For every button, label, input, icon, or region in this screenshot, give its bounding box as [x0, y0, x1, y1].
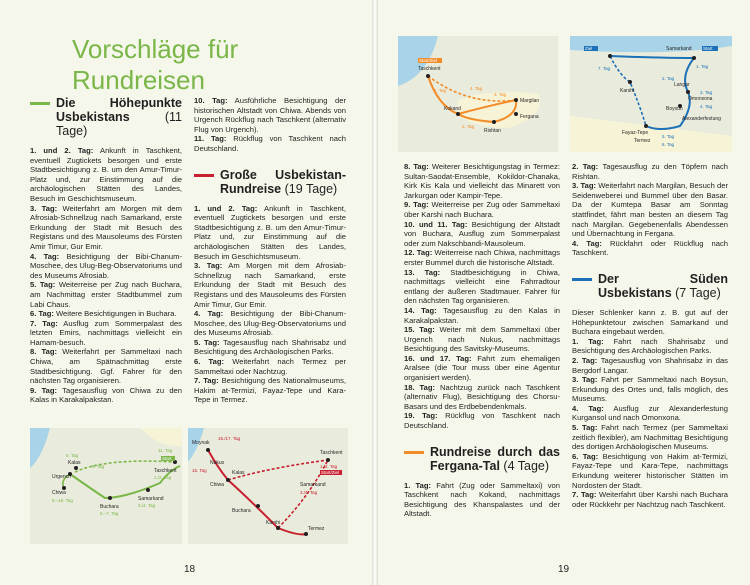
- itinerary-list: [194, 96, 346, 154]
- day-label: 14. Tag:: [404, 305, 437, 315]
- itinerary-item: [30, 252, 182, 281]
- section-title: Große Usbekistan-Rundreise: [220, 167, 346, 196]
- itinerary-item: [572, 239, 728, 258]
- itinerary-item: [404, 248, 560, 267]
- day-label: 2. Tag:: [572, 162, 599, 171]
- day-label: 3. Tag:: [30, 203, 58, 213]
- day-description: Fahrt nach Shahrisabz und Besichtigung des Archäologischen Parks.: [572, 336, 728, 356]
- day-description: Fahrt zum ehemaligen Aralsee (die Tour muss über eine Agentur organisiert werden).: [404, 353, 560, 383]
- day-description: Ausflug zum Sommerpalast des letzten Emirs, nachmittags vielleicht ein Hamam-besuch.: [30, 318, 182, 347]
- day-label: 1. Tag:: [572, 336, 604, 346]
- map-place: Alexanderfestung: [682, 116, 721, 122]
- day-description: Weiterfahrt nach Termez per Sammeltaxi oder Nachtzug.: [194, 357, 346, 376]
- itinerary-item: [572, 181, 728, 239]
- map-tag: 6. Tag: [662, 142, 675, 147]
- itinerary-item: [404, 200, 560, 219]
- day-description: Weiterreise nach Chiwa, nachmittags erster Bummel durch die historische Altstadt.: [404, 248, 560, 267]
- map-place: Karshi: [620, 88, 635, 94]
- left-column: [30, 96, 182, 405]
- map-place: Fergana: [520, 114, 539, 120]
- map-place: Urgench: [52, 474, 71, 480]
- section-title: Der Süden Usbekistans: [598, 271, 728, 300]
- day-description: Tagesausflug von Chiwa zu den Kalas in Karakalpakstan.: [30, 385, 182, 405]
- map-place: Taschkent: [320, 450, 343, 456]
- itinerary-item: [404, 481, 560, 519]
- map-place: Taschkent: [154, 468, 177, 474]
- day-label: 3. Tag:: [194, 261, 223, 271]
- map-tag: Start/Ziel: [321, 470, 340, 475]
- section-days: (11 Tage): [56, 110, 182, 138]
- day-label: 9. Tag:: [404, 200, 429, 210]
- map-tag: 3./4. Tag: [138, 503, 156, 508]
- day-label: 10. Tag:: [194, 96, 228, 105]
- section-heading-sueden: [572, 272, 728, 300]
- map-hoehepunkte: [30, 428, 182, 544]
- day-label: 7. Tag:: [194, 376, 219, 386]
- map-place: Margilan: [520, 98, 540, 104]
- map-place: Rishtan: [484, 128, 501, 134]
- day-description: Weiterfahrt über Karshi nach Buchara oder Rückkehr per Nachtzug nach Taschkent.: [572, 490, 728, 509]
- day-description: Weitere Besichtigungen in Buchara.: [53, 309, 177, 319]
- heading-marker: [194, 174, 214, 177]
- itinerary-item: [30, 386, 182, 405]
- itinerary-item: [572, 162, 728, 181]
- day-description: Rückflug von Taschkent nach Deutschland.: [194, 134, 346, 153]
- day-label: 13. Tag:: [404, 267, 441, 277]
- map-tag: 5. Tag: [662, 134, 675, 139]
- day-label: 18. Tag:: [404, 382, 436, 392]
- map-tag: 8. Tag: [66, 453, 79, 458]
- day-description: Weiterfahrt nach Margilan, Besuch der Seidenweberei und Bummel über den Basar. Da der Kumtepa Basar am Sonntag stattfindet, fährt man besten an diesem Tag nach Margilan. Gegebenenfalls Abendessen und Übernachtung in Fergana.: [572, 181, 728, 239]
- day-description: Weiterreise per Zug oder Sammeltaxi über Karshi nach Buchara.: [404, 200, 560, 219]
- day-label: 3. Tag:: [572, 375, 598, 385]
- map-tag: 5.–7. Tag: [100, 511, 119, 516]
- section-title: Rundreise durch das Fergana-Tal: [430, 444, 560, 473]
- day-label: 10. und 11. Tag:: [404, 219, 468, 229]
- map-place: Fayaz-Tepe: [622, 130, 649, 136]
- heading-marker: [30, 102, 50, 105]
- day-label: 4. Tag:: [30, 251, 60, 261]
- day-label: 8. Tag:: [404, 162, 429, 171]
- day-label: 3. Tag:: [572, 181, 596, 191]
- day-label: 6. Tag:: [194, 357, 224, 367]
- day-description: Fahrt nach Termez (per Sammeltaxi zeitlich flexibler), am Nachmittag Besichtigung des dortigen Archäologischen Museums.: [572, 423, 728, 452]
- section-days: (7 Tage): [675, 285, 721, 300]
- itinerary-item: [30, 204, 182, 252]
- map-place: Langar: [674, 82, 690, 88]
- itinerary-item: [572, 423, 728, 452]
- day-description: Besichtigung der Altstadt von Buchara, Ausflug zum Sommerpalast oder zum Nakschbandi-Mausoleum.: [404, 219, 560, 248]
- itinerary-item: [30, 146, 182, 204]
- day-label: 4. Tag:: [572, 403, 604, 413]
- itinerary-item: [404, 325, 560, 354]
- itinerary-item: [404, 306, 560, 325]
- day-description: Weiterer Besichtigungstag in Termez: Sultan-Saodat-Ensemble, Kokildor-Chanaka, Kirk Kis Kala und vielleicht das Minarett von Jarkurgan oder Kampir-Tepe.: [404, 162, 560, 200]
- day-description: Am Morgen mit dem Afrosiab-Schnellzug nach Samarkand, erste Erkundung der Stadt mit Besuch des Registans und des Mausoleums des Fürsten Amir Timur, Gur Emir.: [194, 261, 346, 309]
- day-description: Weiterfahrt am Morgen mit dem Afrosiab-Schnellzug nach Samarkand, erste Erkundung der Stadt mit Besuch des Registans und des Mausoleums des Fürsten Amir Timur, Gur Emir.: [30, 203, 182, 251]
- day-label: 7. Tag:: [572, 490, 597, 500]
- section-title: Die Höhepunkte Usbekistans: [56, 96, 182, 124]
- day-description: Rückflug von Taschkent nach Deutschland.: [404, 411, 560, 431]
- day-description: Ankunft in Taschkent, eventuell Zugtickets besorgen und erste Stadtbesichtigung z. B. um den Amur-Timur-Platz und, zur Einstimmung auf die archäologischen Stätten des Landes, Besuch im Geschichtsmuseum.: [194, 203, 346, 261]
- map-fergana: [398, 36, 558, 152]
- itinerary-item: [194, 376, 346, 405]
- right-column: [194, 96, 346, 405]
- map-grosse-rundreise: [188, 428, 348, 544]
- day-description: Stadtbesichtigung in Chiwa, nachmittags vielleicht eine Fahrradtour entlang der äußeren Stadtmauer. Fahrer für den nächsten Tag organisieren.: [404, 267, 560, 306]
- day-description: Ankunft in Taschkent, eventuell Zugtickets besorgen und erste Stadtbesichtigung z. B. um den Amur-Timur-Platz und, zur Einstimmung auf die archäologischen Stätten des Landes, Besuch im Geschichtsmuseum.: [30, 146, 182, 203]
- section-days: (19 Tage): [284, 181, 338, 196]
- day-label: 7. Tag:: [30, 318, 58, 328]
- itinerary-list: [194, 204, 346, 405]
- map-tag: 9. Tag: [92, 464, 105, 469]
- day-label: 5. Tag:: [572, 423, 598, 433]
- map-place: Chiwa: [210, 482, 224, 488]
- left-page: [0, 0, 372, 585]
- map-place: Nukus: [210, 460, 225, 466]
- itinerary-list: [572, 162, 728, 258]
- section-heading-hoehepunkte: [30, 96, 182, 138]
- day-label: 16. und 17. Tag:: [404, 353, 472, 363]
- day-label: 5. Tag:: [30, 280, 56, 290]
- section-days: (4 Tage): [503, 458, 550, 473]
- day-label: 1. und 2. Tag:: [30, 146, 94, 155]
- map-place: Termez: [308, 526, 325, 532]
- map-place: Chiwa: [52, 490, 66, 496]
- itinerary-item: [572, 337, 728, 356]
- day-label: 11. Tag:: [194, 134, 227, 144]
- itinerary-item: [572, 356, 728, 375]
- map-tag: Start/Ziel: [419, 58, 438, 63]
- day-label: 4. Tag:: [572, 238, 602, 248]
- itinerary-item: [404, 411, 560, 430]
- day-description: Besichtigung von Hakim at-Termizi, Fayaz-Tepe und Kara-Tepe, nachmittags Erkundung weiterer historischer Stätten im Nordosten der Stadt.: [572, 451, 728, 490]
- map-tag: 1. Tag: [696, 64, 709, 69]
- map-place: Buchara: [100, 504, 119, 510]
- day-label: 19. Tag:: [404, 411, 438, 421]
- day-description: Fahrt (Zug oder Sammeltaxi) von Taschkent nach Kokand, nachmittags Besichtigung des Khanspalastes und der Altstadt.: [404, 480, 560, 519]
- map-tag: 4. Tag: [470, 86, 483, 91]
- day-description: Besichtigung der Bibi-Chanum-Moschee, des Ulug-Beg-Observatoriums und des Museums Afrosiab.: [30, 251, 182, 280]
- itinerary-item: [404, 162, 560, 200]
- map-place: Kalas: [68, 460, 81, 466]
- map-tag: 1. Tag: [434, 88, 447, 93]
- day-label: 15. Tag:: [404, 325, 435, 335]
- map-place: Kalas: [232, 470, 245, 476]
- map-place: Samarkand: [138, 496, 164, 502]
- map-tag: 15. Tag: [192, 468, 207, 473]
- section-heading-fergana: [404, 445, 560, 473]
- map-place: Termez: [634, 138, 651, 144]
- day-label: 5. Tag:: [194, 337, 220, 347]
- page-title: Vorschläge für Rundreisen: [72, 34, 239, 95]
- map-tag: 11. Tag: [158, 448, 173, 453]
- map-tag: 1./2. Tag: [320, 464, 338, 469]
- day-label: 8. Tag:: [30, 347, 58, 357]
- heading-marker: [572, 278, 592, 281]
- map-tag: 2. Tag: [462, 124, 475, 129]
- map-sueden: [570, 36, 732, 152]
- day-description: Rückfahrt oder Rückflug nach Taschkent.: [572, 238, 728, 258]
- day-description: Ausflug zur Alexanderfestung Kurgansol und nach Omonxona.: [572, 403, 728, 423]
- itinerary-item: [404, 354, 560, 383]
- map-place: Taschkent: [418, 66, 441, 72]
- day-description: Besichtigung der Bibi-Chanum-Moschee, des Ulug-Beg-Observatoriums und des Museums Afrosiab.: [194, 309, 346, 338]
- right-page-right-column: [572, 162, 728, 509]
- day-label: 6. Tag:: [30, 309, 54, 319]
- itinerary-item: [30, 309, 182, 319]
- day-label: 12. Tag:: [404, 248, 433, 258]
- day-description: Tagesausflug von Shahrisabz in das Bergdorf Langar.: [572, 355, 728, 375]
- day-description: Nachtzug zurück nach Taschkent (alternativ Flug), Besichtigung des Chorsu-Basars und des Erdbebendenkmals.: [404, 382, 560, 411]
- map-tag: 16./17. Tag: [218, 436, 241, 441]
- map-tag: 6.–10. Tag: [52, 498, 73, 503]
- right-page-left-column: [404, 162, 560, 519]
- itinerary-item: [194, 96, 346, 134]
- day-label: 1. und 2. Tag:: [194, 203, 258, 213]
- day-label: 9. Tag:: [30, 385, 58, 395]
- itinerary-item: [194, 204, 346, 262]
- itinerary-list: [404, 162, 560, 431]
- itinerary-item: [30, 347, 182, 385]
- itinerary-list: [30, 146, 182, 405]
- map-tag: 3./4. Tag: [300, 490, 318, 495]
- itinerary-item: [404, 383, 560, 412]
- day-description: Tagesausflug nach Shahrisabz und Besichtigung des Archäologischen Parks.: [194, 337, 346, 357]
- itinerary-item: [404, 268, 560, 306]
- section-heading-gross: [194, 168, 346, 196]
- itinerary-item: [572, 490, 728, 509]
- map-place: Moynak: [192, 440, 210, 446]
- map-tag: 2. Tag: [662, 76, 675, 81]
- map-place: Karshi: [266, 520, 281, 526]
- day-label: 2. Tag:: [572, 355, 598, 365]
- day-description: Weiterreise per Zug nach Buchara, am Nachmittag erster Stadtbummel zum Labi Chaus.: [30, 280, 182, 309]
- itinerary-item: [30, 319, 182, 348]
- itinerary-item: [572, 404, 728, 423]
- section-intro: Dieser Schlenker kann z. B. gut auf der Höhepunktetour zwischen Samarkand und Buchara eingebaut werden.: [572, 307, 728, 337]
- map-place: Samarkand: [666, 46, 692, 52]
- itinerary-item: [404, 220, 560, 249]
- map-place: Boysun: [666, 106, 683, 112]
- map-tag: Start: [703, 46, 713, 51]
- day-label: 6. Tag:: [572, 451, 599, 461]
- map-tag: 3. Tag: [494, 92, 507, 97]
- day-label: 4. Tag:: [194, 309, 224, 319]
- itinerary-list: [404, 481, 560, 519]
- day-description: Fahrt per Sammeltaxi nach Boysun, Erkundung des Ortes und, falls möglich, des Museums.: [572, 375, 728, 404]
- day-description: Tagesausflug zu den Töpfern nach Rishtan.: [572, 162, 728, 181]
- day-description: Besichtigung des Nationalmuseums, Hakim at-Termizi, Fayaz-Tepe und Kara-Tepe in Termez.: [194, 376, 346, 405]
- itinerary-item: [572, 375, 728, 404]
- day-description: Weiterfahrt per Sammeltaxi nach Chiwa, am Spätnachmittag erste Stadtbesichtigung. Ggf. Fahrer für den nächsten Tag organisieren.: [30, 347, 182, 386]
- map-tag: 1./2. Tag: [154, 475, 172, 480]
- itinerary-item: [194, 134, 346, 153]
- itinerary-item: [194, 309, 346, 338]
- map-tag: 4. Tag: [700, 104, 713, 109]
- day-description: Ausführliche Besichtigung der historischen Altstadt von Chiwa. Abends von Urgench Rückflug nach Taschkent (alternativ Flug von Urgench).: [194, 96, 346, 134]
- itinerary-item: [194, 261, 346, 309]
- heading-marker: [404, 451, 424, 454]
- map-place: Samarkand: [300, 482, 326, 488]
- map-tag: Start: [162, 456, 172, 461]
- day-label: 1. Tag:: [404, 480, 431, 490]
- day-description: Weiter mit dem Sammeltaxi über Urgench nach Nukus, nachmittags Besichtigung des Savitsky-Museums.: [404, 325, 560, 354]
- map-place: Buchara: [232, 508, 251, 514]
- itinerary-item: [194, 357, 346, 376]
- map-place: Omonxona: [688, 96, 713, 102]
- itinerary-item: [30, 280, 182, 309]
- map-tag: 7. Tag: [598, 66, 611, 71]
- map-tag: 3. Tag: [700, 90, 713, 95]
- map-tag: Ziel: [585, 46, 593, 51]
- itinerary-item: [572, 452, 728, 490]
- right-page: [378, 0, 750, 585]
- page-number-right: 19: [558, 564, 570, 575]
- map-place: Kokand: [444, 106, 461, 112]
- page-number-left: 18: [184, 564, 196, 575]
- day-description: Tagesausflug zu den Kalas in Karakalpakstan.: [404, 305, 560, 325]
- itinerary-item: [194, 338, 346, 357]
- itinerary-list: [572, 337, 728, 510]
